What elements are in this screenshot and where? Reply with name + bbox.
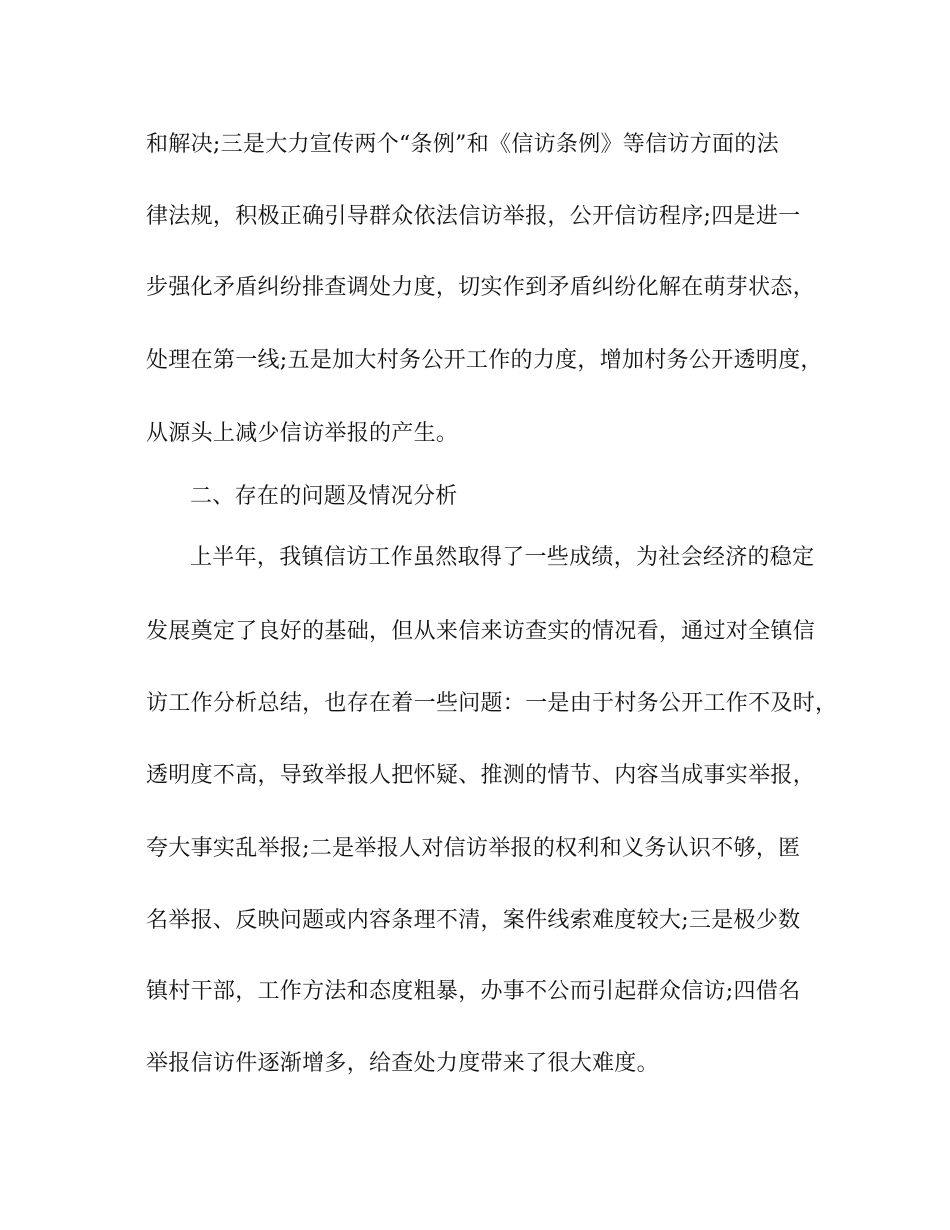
paragraph-2-line-8: 举报信访件逐渐增多，给查处力度带来了很大难度。 xyxy=(146,1051,659,1076)
paragraph-1-line-2: 律法规，积极正确引导群众依法信访举报，公开信访程序;四是进一 xyxy=(146,204,801,229)
paragraph-1-line-4: 处理在第一线;五是加大村务公开工作的力度，增加村务公开透明度， xyxy=(146,348,823,373)
paragraph-1-line-1: 和解决;三是大力宣传两个“条例”和《信访条例》等信访方面的法 xyxy=(146,132,779,157)
paragraph-1-line-5: 从源头上减少信访举报的产生。 xyxy=(146,421,459,446)
paragraph-2-line-6: 名举报、反映问题或内容条理不清，案件线索难度较大;三是极少数 xyxy=(146,908,801,933)
paragraph-2-line-7: 镇村干部，工作方法和态度粗暴，办事不公而引起群众信访;四借名 xyxy=(146,979,801,1004)
paragraph-2-line-4: 透明度不高，导致举报人把怀疑、推测的情节、内容当成事实举报， xyxy=(146,763,816,788)
paragraph-2-line-5: 夸大事实乱举报;二是举报人对信访举报的权利和义务认识不够，匿 xyxy=(146,836,801,861)
paragraph-2-line-3: 访工作分析总结，也存在着一些问题：一是由于村务公开工作不及时， xyxy=(146,691,838,716)
paragraph-2-line-1: 上半年，我镇信访工作虽然取得了一些成绩，为社会经济的稳定 xyxy=(190,545,815,570)
paragraph-1-line-3: 步强化矛盾纠纷排查调处力度，切实作到矛盾纠纷化解在萌芽状态， xyxy=(146,275,816,300)
paragraph-2-line-2: 发展奠定了良好的基础，但从来信来访查实的情况看，通过对全镇信 xyxy=(146,619,816,644)
section-heading: 二、存在的问题及情况分析 xyxy=(190,484,458,509)
